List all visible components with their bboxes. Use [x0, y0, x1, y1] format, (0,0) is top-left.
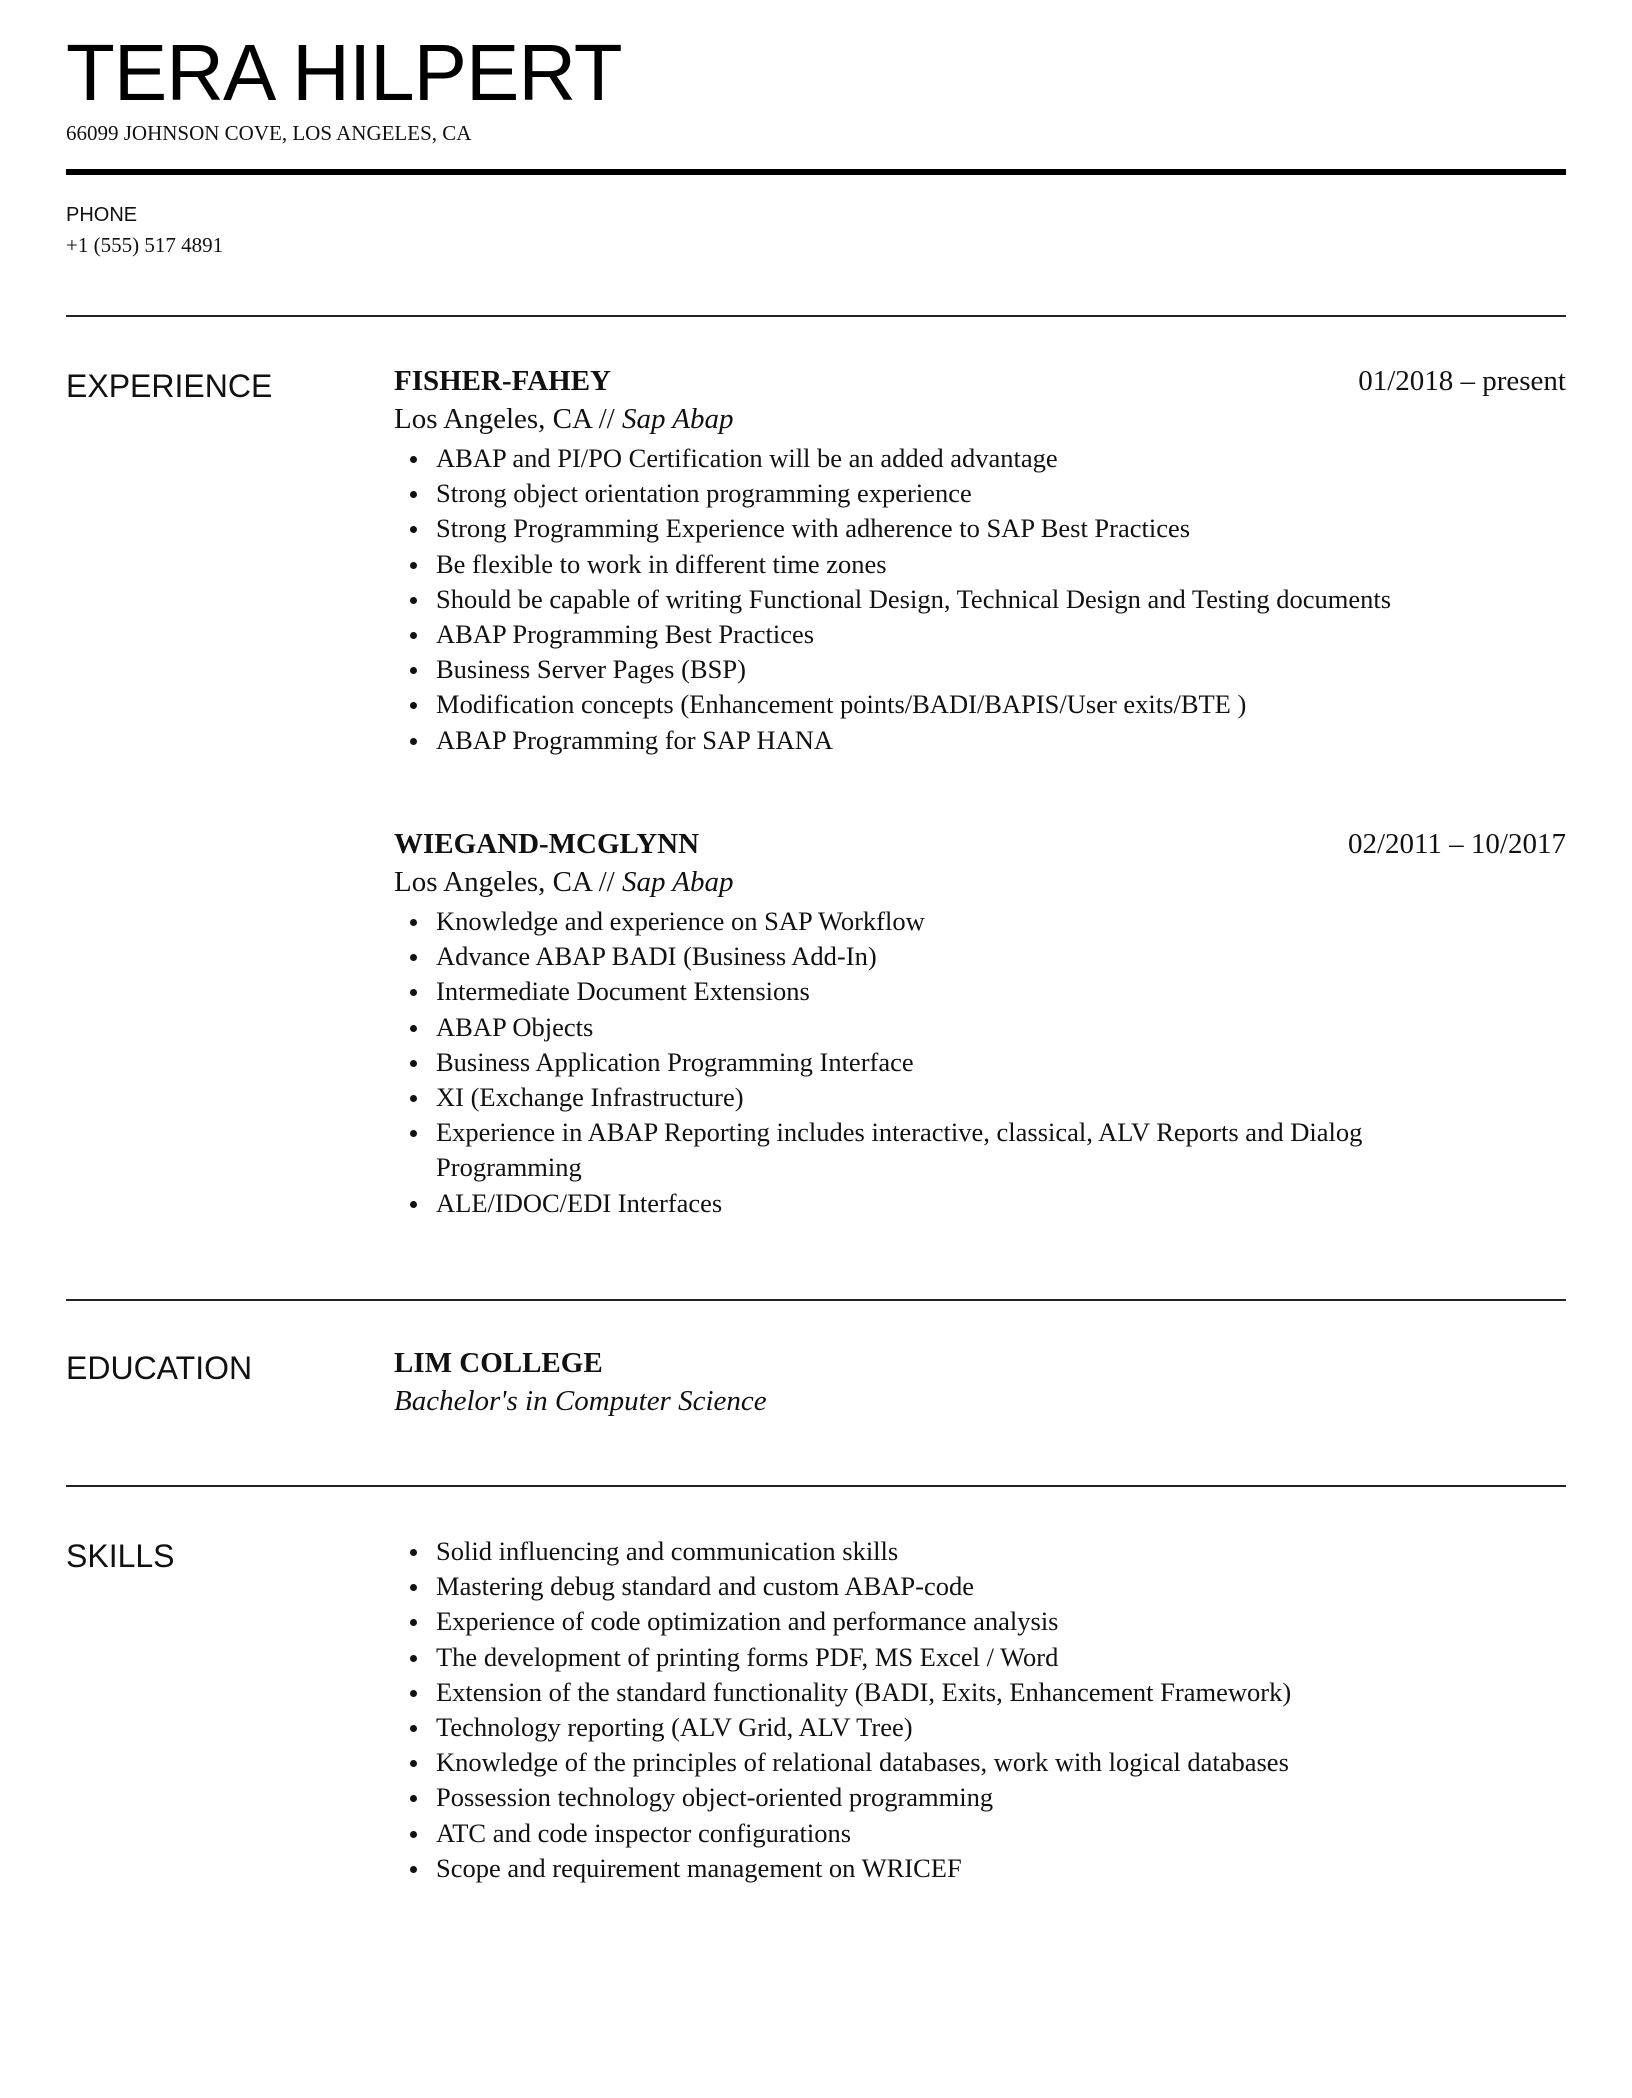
job-role: Sap Abap: [622, 403, 734, 435]
skill-item: Extension of the standard functionality (BADI, Exits, Enhancement Framework): [394, 1675, 1496, 1710]
skills-section-title: SKILLS: [66, 1538, 175, 1574]
education-school: LIM COLLEGE: [394, 1347, 603, 1379]
job-bullet: ALE/IDOC/EDI Interfaces: [394, 1186, 1496, 1221]
skill-item: Technology reporting (ALV Grid, ALV Tree): [394, 1710, 1496, 1745]
experience-section-title: EXPERIENCE: [66, 368, 273, 404]
skills-list: [394, 1534, 1566, 1886]
skill-item: The development of printing forms PDF, MS Excel / Word: [394, 1640, 1496, 1675]
section-divider: [66, 315, 1566, 317]
skill-item: Knowledge of the principles of relational databases, work with logical databases: [394, 1745, 1496, 1780]
job-bullet: ABAP and PI/PO Certification will be an added advantage: [394, 441, 1496, 476]
job-entry: [394, 363, 1566, 758]
job-bullet: ABAP Programming for SAP HANA: [394, 723, 1496, 758]
skill-item: Mastering debug standard and custom ABAP-code: [394, 1569, 1496, 1604]
job-bullet: Should be capable of writing Functional Design, Technical Design and Testing documents: [394, 582, 1496, 617]
job-bullet: Business Server Pages (BSP): [394, 652, 1496, 687]
job-dates: 01/2018 – present: [1358, 365, 1566, 397]
phone-label: PHONE: [66, 204, 138, 226]
candidate-address: 66099 JOHNSON COVE, LOS ANGELES, CA: [66, 121, 472, 145]
skill-item: Scope and requirement management on WRICEF: [394, 1851, 1496, 1886]
phone-value: +1 (555) 517 4891: [66, 233, 224, 257]
job-bullet: Knowledge and experience on SAP Workflow: [394, 904, 1496, 939]
job-bullet: Intermediate Document Extensions: [394, 974, 1496, 1009]
candidate-name: TERA HILPERT: [66, 28, 622, 117]
job-header: [394, 826, 1566, 862]
education-entry: [394, 1345, 1566, 1421]
job-bullet: Experience in ABAP Reporting includes interactive, classical, ALV Reports and Dialog Programming: [394, 1115, 1496, 1185]
section-divider: [66, 1485, 1566, 1487]
job-header: [394, 363, 1566, 399]
job-bullet: Advance ABAP BADI (Business Add-In): [394, 939, 1496, 974]
job-bullet: Strong Programming Experience with adherence to SAP Best Practices: [394, 511, 1496, 546]
job-location: Los Angeles, CA: [394, 866, 592, 898]
job-bullet: Modification concepts (Enhancement points/BADI/BAPIS/User exits/BTE ): [394, 687, 1496, 722]
job-bullet: XI (Exchange Infrastructure): [394, 1080, 1496, 1115]
job-bullet: ABAP Objects: [394, 1010, 1496, 1045]
job-company: WIEGAND-MCGLYNN: [394, 828, 700, 860]
job-location: Los Angeles, CA: [394, 403, 592, 435]
skill-item: Possession technology object-oriented programming: [394, 1780, 1496, 1815]
job-bullet: Be flexible to work in different time zones: [394, 547, 1496, 582]
job-bullet: Business Application Programming Interface: [394, 1045, 1496, 1080]
job-entry: [394, 826, 1566, 1221]
job-separator: //: [591, 866, 622, 898]
job-company: FISHER-FAHEY: [394, 365, 611, 397]
skill-item: Solid influencing and communication skills: [394, 1534, 1496, 1569]
section-divider: [66, 1299, 1566, 1301]
education-section-title: EDUCATION: [66, 1350, 253, 1386]
job-dates: 02/2011 – 10/2017: [1347, 828, 1566, 860]
job-subline: [394, 399, 1566, 439]
skill-item: ATC and code inspector configurations: [394, 1816, 1496, 1851]
job-bullet: ABAP Programming Best Practices: [394, 617, 1496, 652]
job-separator: //: [591, 403, 622, 435]
job-bullet: Strong object orientation programming experience: [394, 476, 1496, 511]
header-divider: [66, 169, 1566, 175]
skill-item: Experience of code optimization and performance analysis: [394, 1604, 1496, 1639]
job-bullet-list: [394, 904, 1566, 1221]
education-degree: Bachelor's in Computer Science: [394, 1385, 767, 1417]
education-header: [394, 1345, 1566, 1381]
job-subline: [394, 862, 1566, 902]
skills-entry: [394, 1534, 1566, 1886]
job-bullet-list: [394, 441, 1566, 758]
job-role: Sap Abap: [622, 866, 734, 898]
